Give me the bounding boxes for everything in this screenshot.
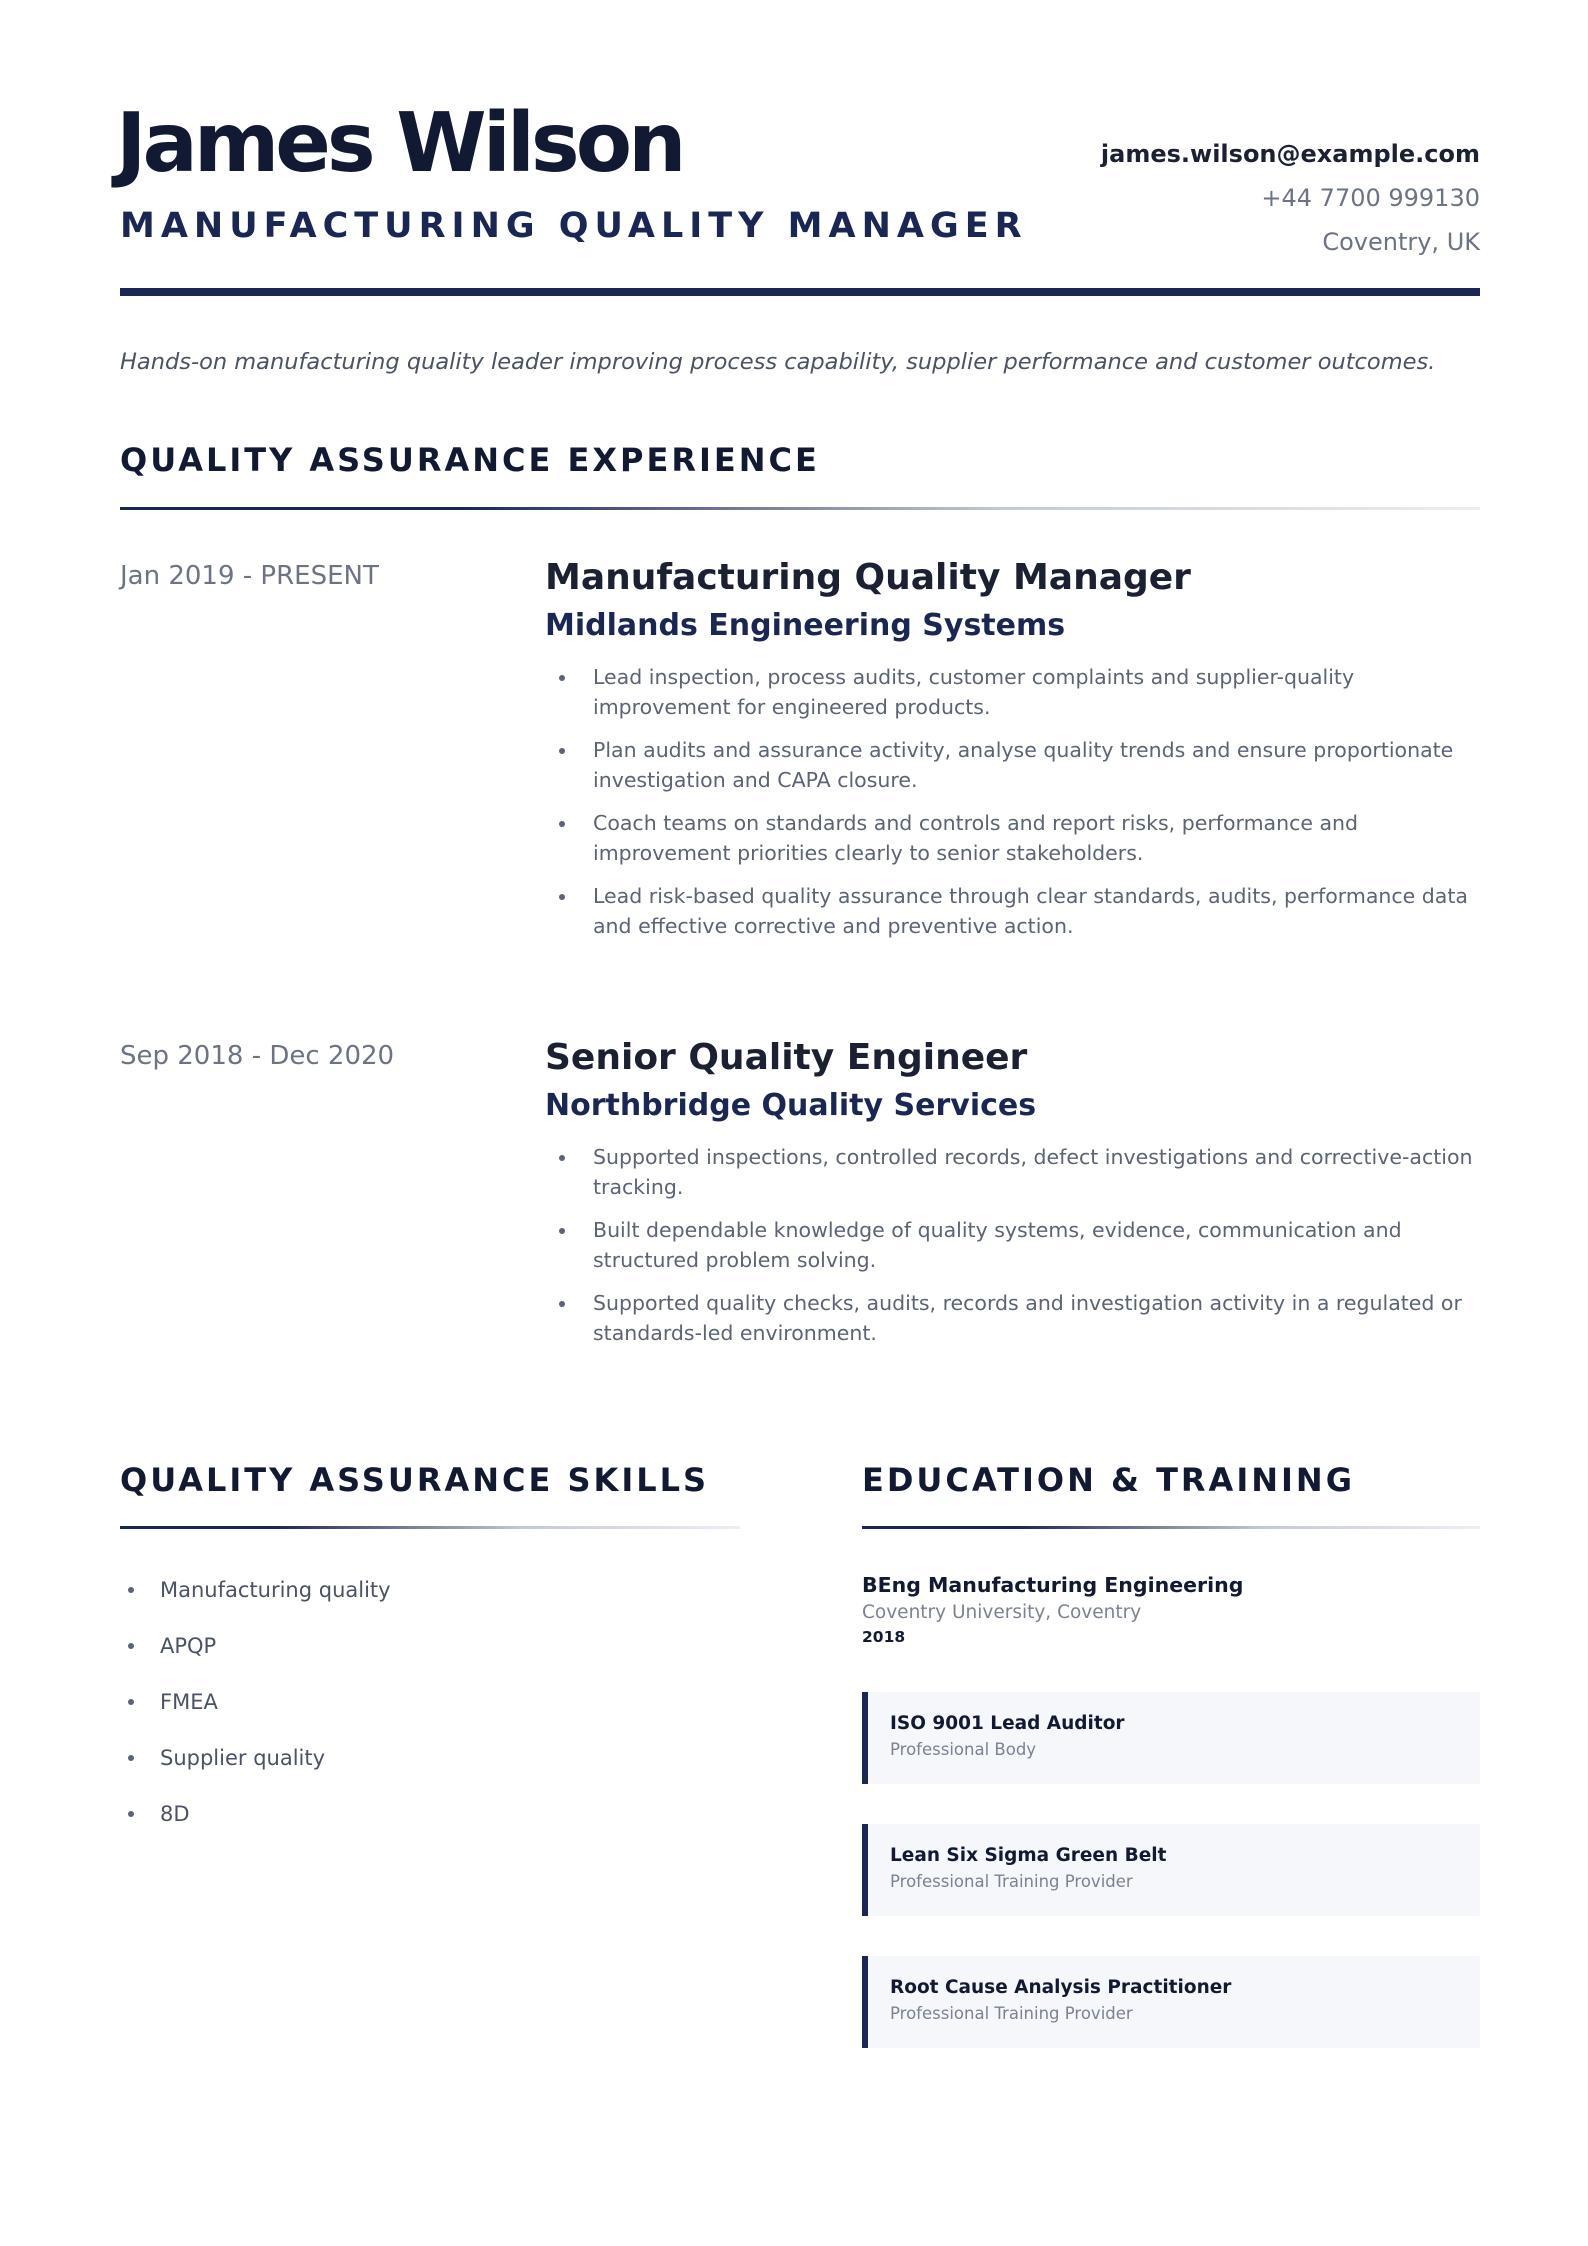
job-bullet xyxy=(545,881,1480,941)
skill-item xyxy=(120,1684,740,1740)
candidate-role: MANUFACTURING QUALITY MANAGER xyxy=(120,206,1028,246)
candidate-name: James Wilson xyxy=(116,96,683,191)
job-bullet-text: Supported inspections, controlled records, defect investigations and corrective-action tracking. xyxy=(593,1145,1473,1199)
degree-name: BEng Manufacturing Engineering xyxy=(862,1573,1244,1597)
experience-divider xyxy=(120,507,1480,510)
job-bullet-text: Supported quality checks, audits, records and investigation activity in a regulated or standards-led environment. xyxy=(593,1291,1462,1345)
job-company: Northbridge Quality Services xyxy=(545,1088,1037,1123)
certification-name: Root Cause Analysis Practitioner xyxy=(890,1977,1232,1998)
skill-label: FMEA xyxy=(160,1690,218,1714)
degree-entry xyxy=(862,1570,1480,1648)
skill-label: APQP xyxy=(160,1634,217,1658)
job-details xyxy=(545,1036,1480,1361)
job-details xyxy=(545,556,1480,954)
job-bullet-text: Lead inspection, process audits, customer complaints and supplier-quality improvement for engineered products. xyxy=(593,665,1355,719)
job-bullet xyxy=(545,662,1480,722)
header-divider xyxy=(120,288,1480,296)
job-dates: Jan 2019 - PRESENT xyxy=(120,561,379,591)
skill-item xyxy=(120,1572,740,1628)
skills-heading: QUALITY ASSURANCE SKILLS xyxy=(120,1461,710,1499)
skills-divider xyxy=(120,1526,740,1529)
job-bullet-text: Coach teams on standards and controls and report risks, performance and improvement priorities clearly to senior stakeholders. xyxy=(593,811,1359,865)
certification-name: ISO 9001 Lead Auditor xyxy=(890,1713,1125,1734)
job-bullet xyxy=(545,808,1480,868)
job-bullets xyxy=(545,1142,1480,1348)
experience-heading: QUALITY ASSURANCE EXPERIENCE xyxy=(120,441,820,479)
bullet-dot-icon xyxy=(128,1587,134,1593)
job-title: Manufacturing Quality Manager xyxy=(545,557,1191,598)
job-bullet xyxy=(545,1142,1480,1202)
job-bullet-text: Lead risk-based quality assurance through clear standards, audits, performance data and effective corrective and preventive action. xyxy=(593,884,1468,938)
bullet-dot-icon xyxy=(559,1228,565,1234)
education-heading: EDUCATION & TRAINING xyxy=(862,1461,1355,1499)
job-bullet-text: Plan audits and assurance activity, analyse quality trends and ensure proportionate investigation and CAPA closure. xyxy=(593,738,1454,792)
bullet-dot-icon xyxy=(559,821,565,827)
job-bullet-text: Built dependable knowledge of quality systems, evidence, communication and structured problem solving. xyxy=(593,1218,1402,1272)
bullet-dot-icon xyxy=(559,748,565,754)
job-dates: Sep 2018 - Dec 2020 xyxy=(120,1041,395,1071)
degree-school: Coventry University, Coventry xyxy=(862,1602,1142,1623)
certification-issuer: Professional Body xyxy=(890,1740,1037,1759)
skill-item xyxy=(120,1796,740,1852)
education-divider xyxy=(862,1526,1480,1529)
skills-list xyxy=(120,1572,740,1852)
certification-name: Lean Six Sigma Green Belt xyxy=(890,1845,1167,1866)
job-bullet xyxy=(545,1215,1480,1275)
bullet-dot-icon xyxy=(559,894,565,900)
certification-card xyxy=(862,1692,1480,1784)
skill-item xyxy=(120,1740,740,1796)
job-bullet xyxy=(545,735,1480,795)
skill-label: Supplier quality xyxy=(160,1746,326,1770)
job-bullet xyxy=(545,1288,1480,1348)
resume-header xyxy=(116,90,1480,300)
job-title: Senior Quality Engineer xyxy=(545,1037,1028,1078)
contact-block xyxy=(1101,132,1480,264)
certification-issuer: Professional Training Provider xyxy=(890,1872,1133,1891)
profile-summary: Hands-on manufacturing quality leader improving process capability, supplier performance and customer outcomes. xyxy=(120,349,1436,375)
certification-card xyxy=(862,1824,1480,1916)
job-company: Midlands Engineering Systems xyxy=(545,608,1066,643)
skill-item xyxy=(120,1628,740,1684)
skill-label: 8D xyxy=(160,1802,190,1826)
skill-label: Manufacturing quality xyxy=(160,1578,391,1602)
bullet-dot-icon xyxy=(128,1755,134,1761)
certification-issuer: Professional Training Provider xyxy=(890,2004,1133,2023)
bullet-dot-icon xyxy=(128,1699,134,1705)
resume-page xyxy=(116,0,1480,2246)
job-bullets xyxy=(545,662,1480,941)
bullet-dot-icon xyxy=(559,675,565,681)
bullet-dot-icon xyxy=(128,1643,134,1649)
bullet-dot-icon xyxy=(559,1301,565,1307)
contact-phone[interactable]: +44 7700 999130 xyxy=(1261,184,1480,212)
bullet-dot-icon xyxy=(559,1155,565,1161)
contact-location: Coventry, UK xyxy=(1322,228,1480,256)
degree-year: 2018 xyxy=(862,1628,906,1646)
bullet-dot-icon xyxy=(128,1811,134,1817)
certification-card xyxy=(862,1956,1480,2048)
contact-email[interactable]: james.wilson@example.com xyxy=(1100,140,1480,168)
